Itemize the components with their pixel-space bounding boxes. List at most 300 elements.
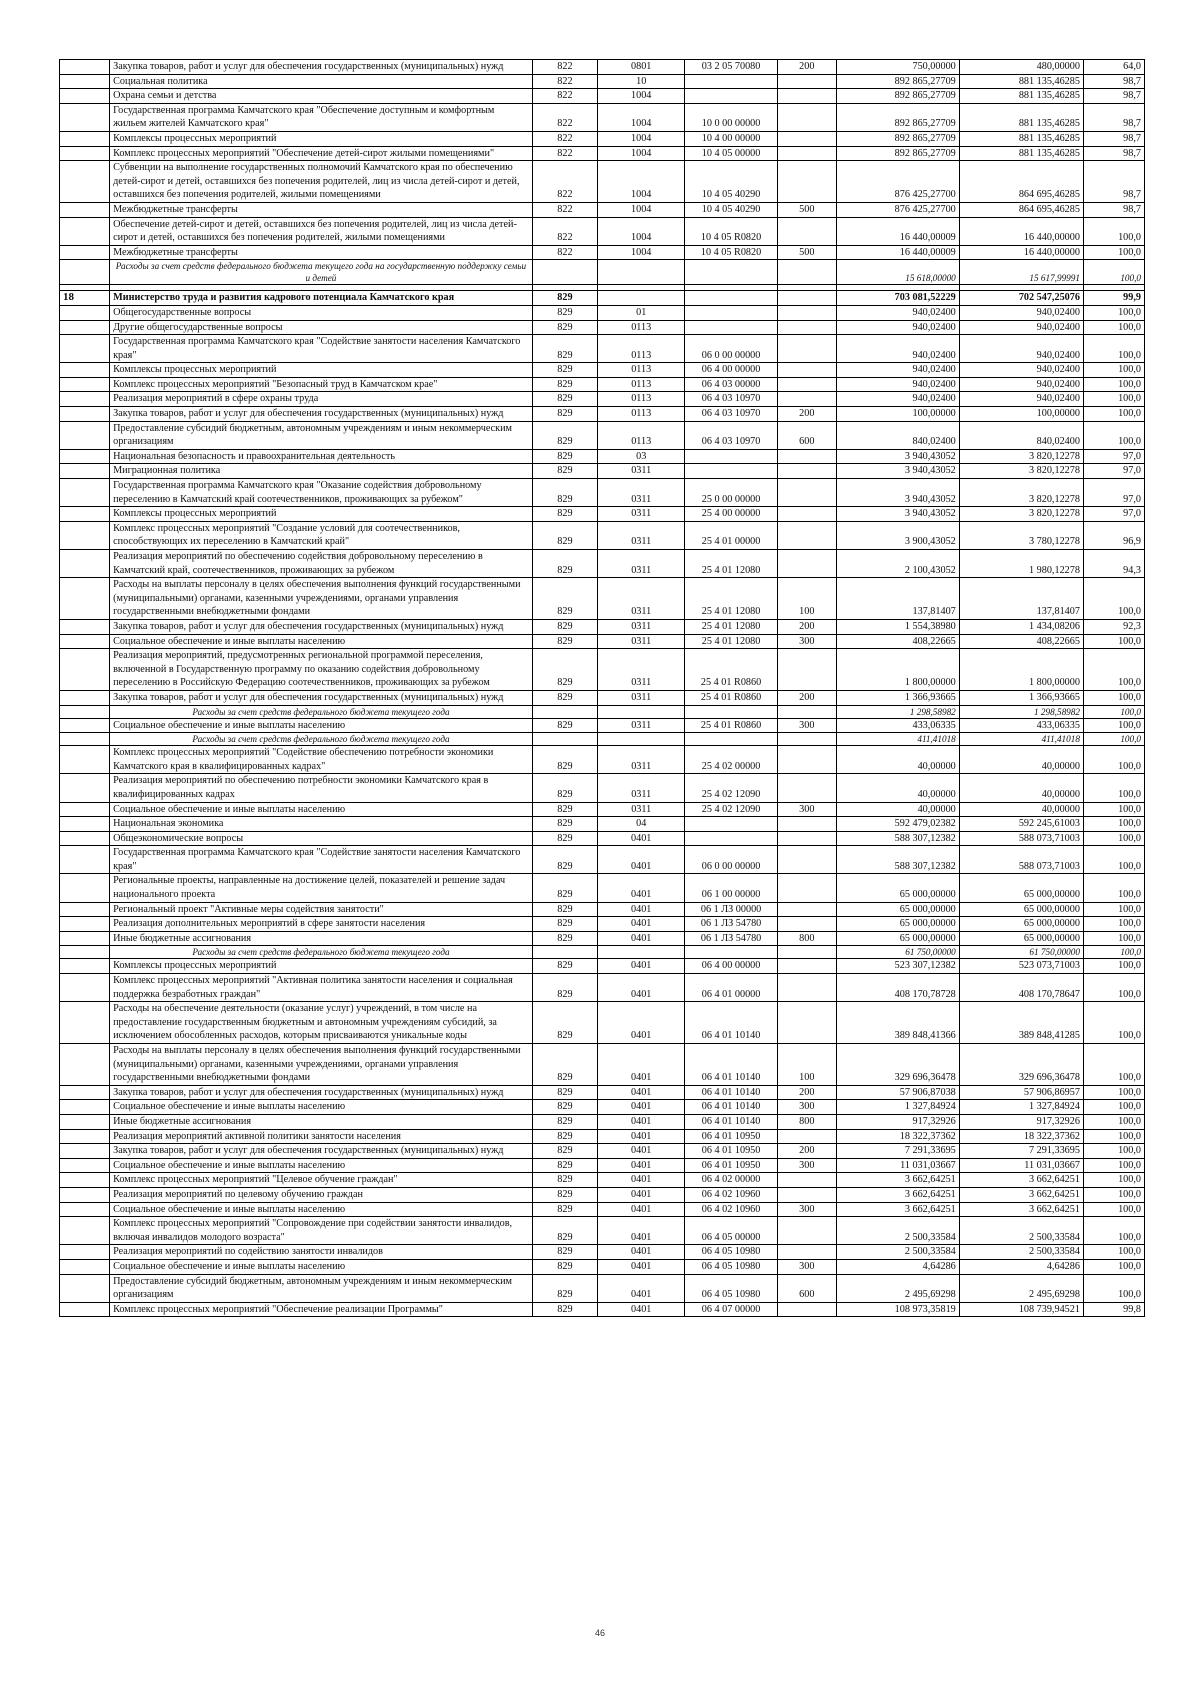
section-code-cell: 0311 [598, 802, 685, 817]
expense-type-cell [777, 74, 836, 89]
section-code-cell: 0113 [598, 335, 685, 363]
target-article-cell: 25 4 01 12080 [685, 634, 778, 649]
expense-type-cell [777, 392, 836, 407]
target-article-cell: 06 4 02 10960 [685, 1202, 778, 1217]
expense-type-cell [777, 550, 836, 578]
target-article-cell: 25 4 01 R0860 [685, 690, 778, 705]
section-code-cell: 0311 [598, 578, 685, 620]
item-name-cell: Региональные проекты, направленные на достижение целей, показателей и решение задач национального проекта [110, 874, 533, 902]
table-row [60, 846, 1145, 874]
section-code-cell: 1004 [598, 146, 685, 161]
target-article-cell: 25 4 01 00000 [685, 521, 778, 549]
row-number-cell [60, 959, 110, 974]
item-name-cell: Региональный проект "Активные меры содействия занятости" [110, 902, 533, 917]
target-article-cell: 06 4 01 10140 [685, 1044, 778, 1086]
expense-type-cell: 200 [777, 60, 836, 75]
section-code-cell [598, 946, 685, 959]
actual-amount-cell: 940,02400 [959, 305, 1083, 320]
actual-amount-cell: 1 366,93665 [959, 690, 1083, 705]
department-code-cell: 829 [532, 1259, 597, 1274]
item-name-cell: Закупка товаров, работ и услуг для обеспечения государственных (муниципальных) нужд [110, 60, 533, 75]
actual-amount-cell: 881 135,46285 [959, 74, 1083, 89]
section-code-cell: 0401 [598, 1274, 685, 1302]
planned-amount-cell: 3 940,43052 [836, 449, 959, 464]
department-code-cell: 829 [532, 1114, 597, 1129]
section-code-cell: 1004 [598, 245, 685, 260]
item-name-cell: Иные бюджетные ассигнования [110, 931, 533, 946]
actual-amount-cell: 389 848,41285 [959, 1002, 1083, 1044]
expense-type-cell: 300 [777, 1259, 836, 1274]
item-name-cell: Расходы на выплаты персоналу в целях обеспечения выполнения функций государственными (муниципальными) органами, казенными учреждениями, органами управления государственными внебюджетными фондами [110, 578, 533, 620]
execution-percent-cell: 100,0 [1083, 1044, 1144, 1086]
department-code-cell: 829 [532, 407, 597, 422]
execution-percent-cell: 100,0 [1083, 1202, 1144, 1217]
execution-percent-cell: 100,0 [1083, 1259, 1144, 1274]
department-code-cell: 822 [532, 146, 597, 161]
expense-type-cell [777, 507, 836, 522]
department-code-cell: 822 [532, 161, 597, 203]
execution-percent-cell: 98,7 [1083, 146, 1144, 161]
table-row [60, 1044, 1145, 1086]
department-code-cell: 829 [532, 831, 597, 846]
item-name-cell: Предоставление субсидий бюджетным, автономным учреждениям и иным некоммерческим организациям [110, 421, 533, 449]
planned-amount-cell: 940,02400 [836, 305, 959, 320]
section-code-cell: 0311 [598, 521, 685, 549]
department-code-cell: 829 [532, 578, 597, 620]
planned-amount-cell: 2 500,33584 [836, 1217, 959, 1245]
execution-percent-cell: 100,0 [1083, 718, 1144, 733]
department-code-cell: 829 [532, 802, 597, 817]
department-code-cell: 822 [532, 202, 597, 217]
execution-percent-cell: 97,0 [1083, 464, 1144, 479]
item-name-cell: Комплекс процессных мероприятий "Обеспечение реализации Программы" [110, 1302, 533, 1317]
planned-amount-cell: 917,32926 [836, 1114, 959, 1129]
row-number-cell [60, 1144, 110, 1159]
actual-amount-cell: 3 662,64251 [959, 1187, 1083, 1202]
execution-percent-cell: 100,0 [1083, 1114, 1144, 1129]
target-article-cell: 25 0 00 00000 [685, 479, 778, 507]
table-row [60, 1144, 1145, 1159]
section-code-cell: 0401 [598, 1085, 685, 1100]
planned-amount-cell: 7 291,33695 [836, 1144, 959, 1159]
federal-funds-row [60, 733, 1145, 746]
item-name-cell: Закупка товаров, работ и услуг для обеспечения государственных (муниципальных) нужд [110, 690, 533, 705]
execution-percent-cell: 100,0 [1083, 817, 1144, 832]
department-code-cell: 829 [532, 1085, 597, 1100]
section-code-cell: 01 [598, 305, 685, 320]
item-name-cell: Комплексы процессных мероприятий [110, 363, 533, 378]
department-code-cell: 829 [532, 377, 597, 392]
row-number-cell [60, 335, 110, 363]
department-code-cell: 829 [532, 690, 597, 705]
table-row [60, 1245, 1145, 1260]
item-name-cell: Расходы на выплаты персоналу в целях обеспечения выполнения функций государственными (муниципальными) органами, казенными учреждениями, органами управления государственными внебюджетными фондами [110, 1044, 533, 1086]
table-row [60, 1217, 1145, 1245]
table-row [60, 619, 1145, 634]
table-row [60, 1085, 1145, 1100]
planned-amount-cell: 876 425,27700 [836, 202, 959, 217]
execution-percent-cell: 98,7 [1083, 161, 1144, 203]
section-code-cell: 0401 [598, 1002, 685, 1044]
expense-type-cell [777, 320, 836, 335]
actual-amount-cell: 1 327,84924 [959, 1100, 1083, 1115]
department-code-cell: 829 [532, 363, 597, 378]
item-name-cell: Комплекс процессных мероприятий "Безопасный труд в Камчатском крае" [110, 377, 533, 392]
table-row [60, 217, 1145, 245]
section-code-cell: 1004 [598, 202, 685, 217]
execution-percent-cell: 100,0 [1083, 746, 1144, 774]
expense-type-cell [777, 103, 836, 131]
section-code-cell: 0113 [598, 392, 685, 407]
target-article-cell: 06 4 03 10970 [685, 392, 778, 407]
planned-amount-cell: 892 865,27709 [836, 131, 959, 146]
planned-amount-cell: 18 322,37362 [836, 1129, 959, 1144]
execution-percent-cell: 98,7 [1083, 131, 1144, 146]
expense-type-cell: 500 [777, 245, 836, 260]
execution-percent-cell: 100,0 [1083, 1274, 1144, 1302]
department-code-cell: 829 [532, 1144, 597, 1159]
item-name-cell: Закупка товаров, работ и услуг для обеспечения государственных (муниципальных) нужд [110, 407, 533, 422]
expense-type-cell [777, 161, 836, 203]
table-row [60, 60, 1145, 75]
row-number-cell [60, 60, 110, 75]
target-article-cell: 06 4 01 10950 [685, 1158, 778, 1173]
actual-amount-cell: 480,00000 [959, 60, 1083, 75]
table-row [60, 649, 1145, 691]
row-number-cell [60, 705, 110, 718]
item-name-cell: Государственная программа Камчатского края "Содействие занятости населения Камчатского края" [110, 846, 533, 874]
table-row [60, 407, 1145, 422]
expense-type-cell [777, 774, 836, 802]
execution-percent-cell: 100,0 [1083, 1245, 1144, 1260]
department-code-cell: 829 [532, 902, 597, 917]
row-number-cell [60, 161, 110, 203]
execution-percent-cell: 100,0 [1083, 335, 1144, 363]
item-name-cell: Охрана семьи и детства [110, 89, 533, 104]
planned-amount-cell: 408 170,78728 [836, 974, 959, 1002]
department-code-cell: 829 [532, 931, 597, 946]
item-name-cell: Государственная программа Камчатского края "Содействие занятости населения Камчатского края" [110, 335, 533, 363]
table-row [60, 449, 1145, 464]
expense-type-cell [777, 305, 836, 320]
expense-type-cell [777, 817, 836, 832]
expense-type-cell [777, 291, 836, 306]
department-code-cell: 829 [532, 1245, 597, 1260]
execution-percent-cell: 100,0 [1083, 363, 1144, 378]
row-number-cell [60, 260, 110, 285]
section-code-cell: 0311 [598, 634, 685, 649]
expense-type-cell: 800 [777, 1114, 836, 1129]
execution-percent-cell: 97,0 [1083, 479, 1144, 507]
expense-type-cell: 200 [777, 690, 836, 705]
planned-amount-cell: 3 900,43052 [836, 521, 959, 549]
row-number-cell [60, 802, 110, 817]
target-article-cell: 25 4 02 00000 [685, 746, 778, 774]
actual-amount-cell: 881 135,46285 [959, 103, 1083, 131]
row-number-cell [60, 320, 110, 335]
target-article-cell [685, 449, 778, 464]
item-name-cell: Расходы за счет средств федерального бюджета текущего года [110, 733, 533, 746]
table-row [60, 1187, 1145, 1202]
department-code-cell: 829 [532, 1302, 597, 1317]
execution-percent-cell: 100,0 [1083, 946, 1144, 959]
expense-type-cell: 300 [777, 802, 836, 817]
actual-amount-cell: 3 780,12278 [959, 521, 1083, 549]
item-name-cell: Социальное обеспечение и иные выплаты населению [110, 718, 533, 733]
row-number-cell [60, 146, 110, 161]
section-code-cell: 04 [598, 817, 685, 832]
actual-amount-cell: 40,00000 [959, 802, 1083, 817]
row-number-cell [60, 774, 110, 802]
department-code-cell: 829 [532, 974, 597, 1002]
execution-percent-cell: 98,7 [1083, 89, 1144, 104]
row-number-cell [60, 479, 110, 507]
actual-amount-cell: 411,41018 [959, 733, 1083, 746]
row-number-cell [60, 74, 110, 89]
row-number-cell [60, 449, 110, 464]
target-article-cell: 06 4 03 10970 [685, 421, 778, 449]
target-article-cell: 25 4 01 R0860 [685, 718, 778, 733]
item-name-cell: Расходы за счет средств федерального бюджета текущего года [110, 946, 533, 959]
execution-percent-cell: 100,0 [1083, 802, 1144, 817]
execution-percent-cell: 100,0 [1083, 392, 1144, 407]
department-code-cell [532, 733, 597, 746]
expense-type-cell: 300 [777, 634, 836, 649]
department-code-cell: 829 [532, 1044, 597, 1086]
expense-type-cell [777, 449, 836, 464]
planned-amount-cell: 15 618,00000 [836, 260, 959, 285]
actual-amount-cell: 3 662,64251 [959, 1202, 1083, 1217]
section-code-cell: 0401 [598, 1187, 685, 1202]
expense-type-cell [777, 335, 836, 363]
row-number-cell [60, 377, 110, 392]
item-name-cell: Общеэкономические вопросы [110, 831, 533, 846]
planned-amount-cell: 940,02400 [836, 320, 959, 335]
actual-amount-cell: 864 695,46285 [959, 202, 1083, 217]
actual-amount-cell: 15 617,99991 [959, 260, 1083, 285]
expense-type-cell [777, 1217, 836, 1245]
table-row [60, 202, 1145, 217]
planned-amount-cell: 65 000,00000 [836, 902, 959, 917]
target-article-cell: 06 4 01 10140 [685, 1100, 778, 1115]
target-article-cell: 10 4 05 R0820 [685, 217, 778, 245]
row-number-cell [60, 619, 110, 634]
execution-percent-cell: 100,0 [1083, 902, 1144, 917]
planned-amount-cell: 3 940,43052 [836, 479, 959, 507]
row-number-cell [60, 1158, 110, 1173]
expense-type-cell [777, 959, 836, 974]
item-name-cell: Миграционная политика [110, 464, 533, 479]
item-name-cell: Закупка товаров, работ и услуг для обеспечения государственных (муниципальных) нужд [110, 1085, 533, 1100]
actual-amount-cell: 1 800,00000 [959, 649, 1083, 691]
actual-amount-cell: 16 440,00000 [959, 217, 1083, 245]
table-row [60, 634, 1145, 649]
planned-amount-cell: 100,00000 [836, 407, 959, 422]
table-row [60, 550, 1145, 578]
actual-amount-cell: 523 073,71003 [959, 959, 1083, 974]
execution-percent-cell: 100,0 [1083, 917, 1144, 932]
actual-amount-cell: 18 322,37362 [959, 1129, 1083, 1144]
execution-percent-cell: 100,0 [1083, 421, 1144, 449]
execution-percent-cell: 100,0 [1083, 1002, 1144, 1044]
target-article-cell [685, 464, 778, 479]
section-code-cell: 10 [598, 74, 685, 89]
department-code-cell: 829 [532, 1002, 597, 1044]
item-name-cell: Закупка товаров, работ и услуг для обеспечения государственных (муниципальных) нужд [110, 619, 533, 634]
item-name-cell: Комплекс процессных мероприятий "Активная политика занятости населения и социальная поддержка безработных граждан" [110, 974, 533, 1002]
actual-amount-cell: 592 245,61003 [959, 817, 1083, 832]
execution-percent-cell: 100,0 [1083, 305, 1144, 320]
actual-amount-cell: 1 298,58982 [959, 705, 1083, 718]
table-body [60, 60, 1145, 1317]
expense-type-cell [777, 874, 836, 902]
expense-type-cell: 100 [777, 1044, 836, 1086]
actual-amount-cell: 940,02400 [959, 363, 1083, 378]
row-number-cell [60, 946, 110, 959]
target-article-cell [685, 305, 778, 320]
execution-percent-cell: 100,0 [1083, 649, 1144, 691]
item-name-cell: Социальная политика [110, 74, 533, 89]
planned-amount-cell: 1 298,58982 [836, 705, 959, 718]
expense-type-cell [777, 917, 836, 932]
actual-amount-cell: 7 291,33695 [959, 1144, 1083, 1159]
section-code-cell [598, 260, 685, 285]
item-name-cell: Государственная программа Камчатского края "Обеспечение доступным и комфортным жильем жителей Камчатского края" [110, 103, 533, 131]
actual-amount-cell: 40,00000 [959, 774, 1083, 802]
table-row [60, 1129, 1145, 1144]
department-code-cell: 822 [532, 217, 597, 245]
expense-type-cell [777, 846, 836, 874]
table-row [60, 1259, 1145, 1274]
planned-amount-cell: 3 662,64251 [836, 1202, 959, 1217]
target-article-cell: 06 4 03 00000 [685, 377, 778, 392]
target-article-cell: 25 4 01 12080 [685, 578, 778, 620]
department-code-cell: 829 [532, 746, 597, 774]
planned-amount-cell: 16 440,00009 [836, 217, 959, 245]
section-code-cell: 0311 [598, 746, 685, 774]
expense-type-cell: 500 [777, 202, 836, 217]
section-code-cell: 0401 [598, 1129, 685, 1144]
execution-percent-cell: 100,0 [1083, 733, 1144, 746]
planned-amount-cell: 592 479,02382 [836, 817, 959, 832]
federal-funds-row [60, 260, 1145, 285]
planned-amount-cell: 40,00000 [836, 746, 959, 774]
actual-amount-cell: 940,02400 [959, 392, 1083, 407]
planned-amount-cell: 1 800,00000 [836, 649, 959, 691]
target-article-cell: 06 4 05 10980 [685, 1274, 778, 1302]
target-article-cell: 03 2 05 70080 [685, 60, 778, 75]
target-article-cell: 25 4 02 12090 [685, 774, 778, 802]
table-row [60, 817, 1145, 832]
expense-type-cell [777, 705, 836, 718]
department-code-cell: 829 [532, 634, 597, 649]
target-article-cell: 06 4 00 00000 [685, 363, 778, 378]
department-code-cell: 829 [532, 335, 597, 363]
planned-amount-cell: 408,22665 [836, 634, 959, 649]
row-number-cell [60, 245, 110, 260]
planned-amount-cell: 40,00000 [836, 802, 959, 817]
table-row [60, 89, 1145, 104]
target-article-cell: 06 4 01 10950 [685, 1144, 778, 1159]
table-row [60, 917, 1145, 932]
actual-amount-cell: 864 695,46285 [959, 161, 1083, 203]
planned-amount-cell: 65 000,00000 [836, 931, 959, 946]
execution-percent-cell: 99,9 [1083, 291, 1144, 306]
expense-type-cell [777, 479, 836, 507]
planned-amount-cell: 329 696,36478 [836, 1044, 959, 1086]
expense-type-cell [777, 746, 836, 774]
item-name-cell: Расходы за счет средств федерального бюджета текущего года [110, 705, 533, 718]
item-name-cell: Предоставление субсидий бюджетным, автономным учреждениям и иным некоммерческим организациям [110, 1274, 533, 1302]
section-code-cell: 0401 [598, 1245, 685, 1260]
planned-amount-cell: 11 031,03667 [836, 1158, 959, 1173]
actual-amount-cell: 2 495,69298 [959, 1274, 1083, 1302]
target-article-cell [685, 320, 778, 335]
target-article-cell [685, 89, 778, 104]
item-name-cell: Реализация мероприятий по содействию занятости инвалидов [110, 1245, 533, 1260]
section-code-cell: 0401 [598, 846, 685, 874]
row-number-cell [60, 89, 110, 104]
target-article-cell: 10 4 00 00000 [685, 131, 778, 146]
planned-amount-cell: 411,41018 [836, 733, 959, 746]
section-code-cell: 1004 [598, 161, 685, 203]
actual-amount-cell: 4,64286 [959, 1259, 1083, 1274]
planned-amount-cell: 876 425,27700 [836, 161, 959, 203]
section-code-cell: 0113 [598, 407, 685, 422]
section-code-cell: 0401 [598, 1259, 685, 1274]
execution-percent-cell: 100,0 [1083, 1217, 1144, 1245]
row-number-cell [60, 131, 110, 146]
expense-type-cell [777, 1129, 836, 1144]
row-number-cell [60, 521, 110, 549]
planned-amount-cell: 940,02400 [836, 392, 959, 407]
target-article-cell: 06 4 01 10140 [685, 1002, 778, 1044]
execution-percent-cell: 100,0 [1083, 846, 1144, 874]
item-name-cell: Межбюджетные трансферты [110, 202, 533, 217]
execution-percent-cell: 92,3 [1083, 619, 1144, 634]
row-number-cell [60, 931, 110, 946]
department-code-cell: 829 [532, 1274, 597, 1302]
execution-percent-cell: 100,0 [1083, 320, 1144, 335]
execution-percent-cell: 100,0 [1083, 690, 1144, 705]
table-row [60, 479, 1145, 507]
execution-percent-cell: 97,0 [1083, 507, 1144, 522]
target-article-cell: 06 4 02 10960 [685, 1187, 778, 1202]
table-row [60, 161, 1145, 203]
actual-amount-cell: 3 820,12278 [959, 479, 1083, 507]
department-code-cell: 822 [532, 74, 597, 89]
department-code-cell: 829 [532, 774, 597, 802]
planned-amount-cell: 940,02400 [836, 377, 959, 392]
expense-type-cell [777, 260, 836, 285]
expense-type-cell [777, 131, 836, 146]
section-code-cell: 0311 [598, 550, 685, 578]
planned-amount-cell: 1 554,38980 [836, 619, 959, 634]
planned-amount-cell: 588 307,12382 [836, 846, 959, 874]
execution-percent-cell: 100,0 [1083, 377, 1144, 392]
department-code-cell: 829 [532, 449, 597, 464]
item-name-cell: Комплекс процессных мероприятий "Сопровождение при содействии занятости инвалидов, включая инвалидов молодого возраста" [110, 1217, 533, 1245]
table-row [60, 1302, 1145, 1317]
table-row [60, 718, 1145, 733]
item-name-cell: Расходы за счет средств федерального бюджета текущего года на государственную поддержку семьи и детей [110, 260, 533, 285]
planned-amount-cell: 137,81407 [836, 578, 959, 620]
section-code-cell [598, 705, 685, 718]
actual-amount-cell: 2 500,33584 [959, 1217, 1083, 1245]
row-number-cell [60, 392, 110, 407]
department-code-cell: 829 [532, 291, 597, 306]
target-article-cell: 25 4 01 R0860 [685, 649, 778, 691]
